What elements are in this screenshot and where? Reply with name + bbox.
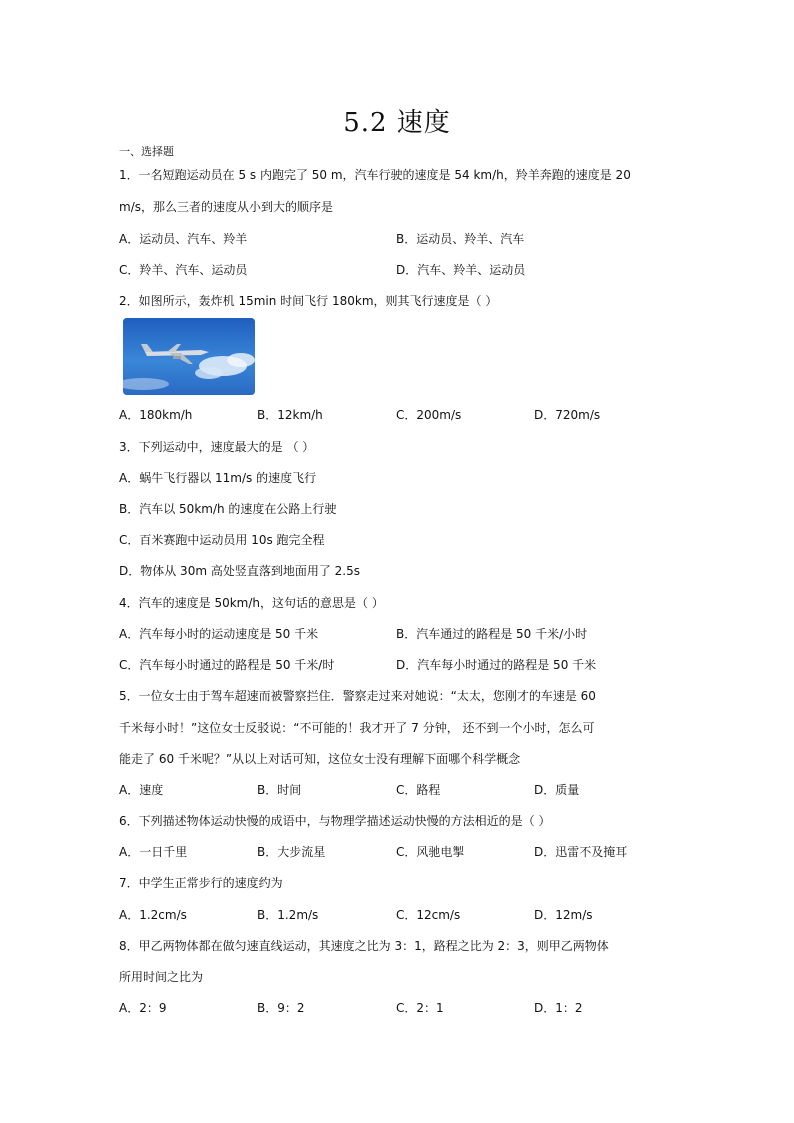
question-5-option-d: D．质量: [534, 783, 580, 797]
question-1-option-a: A．运动员、汽车、羚羊: [119, 232, 248, 246]
question-8-stem-line-2: 所用时间之比为: [119, 970, 204, 984]
question-5-stem-line-3: 能走了 60 千米呢？”从以上对话可知，这位女士没有理解下面哪个科学概念: [119, 752, 521, 766]
question-7-stem: 7．中学生正常步行的速度约为: [119, 876, 283, 890]
question-3-option-b: B．汽车以 50km/h 的速度在公路上行驶: [119, 502, 337, 516]
section-heading: 一、选择题: [119, 145, 174, 158]
question-4-option-d: D．汽车每小时通过的路程是 50 千米: [396, 658, 597, 672]
question-6-stem: 6．下列描述物体运动快慢的成语中，与物理学描述运动快慢的方法相近的是（ ）: [119, 814, 551, 828]
question-6-option-b: B．大步流星: [257, 845, 326, 859]
question-6-option-c: C．风驰电掣: [396, 845, 465, 859]
question-3-stem: 3．下列运动中，速度最大的是 （ ）: [119, 440, 315, 454]
question-1-stem-line-1: 1．一名短跑运动员在 5 s 内跑完了 50 m，汽车行驶的速度是 54 km/h，羚羊奔跑的速度是 20: [119, 168, 631, 182]
question-1-option-d: D．汽车、羚羊、运动员: [396, 263, 526, 277]
question-7-option-a: A．1.2cm/s: [119, 908, 187, 922]
question-5-option-a: A．速度: [119, 783, 164, 797]
question-4-option-c: C．汽车每小时通过的路程是 50 千米/时: [119, 658, 335, 672]
page-title: 5.2 速度: [343, 108, 451, 138]
question-2-option-a: A．180km/h: [119, 408, 193, 422]
question-1-stem-line-2: m/s，那么三者的速度从小到大的顺序是: [119, 200, 333, 214]
question-8-option-c: C．2：1: [396, 1001, 444, 1015]
question-2-option-d: D．720m/s: [534, 408, 601, 422]
question-7-option-d: D．12m/s: [534, 908, 593, 922]
question-6-option-d: D．迅雷不及掩耳: [534, 845, 628, 859]
question-8-option-b: B．9：2: [257, 1001, 305, 1015]
question-4-stem: 4．汽车的速度是 50km/h，这句话的意思是（ ）: [119, 596, 384, 610]
question-5-option-c: C．路程: [396, 783, 441, 797]
question-8-option-a: A．2：9: [119, 1001, 167, 1015]
question-3-option-d: D．物体从 30m 高处竖直落到地面用了 2.5s: [119, 564, 360, 578]
question-4-option-a: A．汽车每小时的运动速度是 50 千米: [119, 627, 319, 641]
question-3-option-a: A．蜗牛飞行器以 11m/s 的速度飞行: [119, 471, 317, 485]
question-7-option-c: C．12cm/s: [396, 908, 461, 922]
question-2-stem: 2．如图所示，轰炸机 15min 时间飞行 180km，则其飞行速度是（ ）: [119, 294, 498, 308]
question-2-option-b: B．12km/h: [257, 408, 323, 422]
question-7-option-b: B．1.2m/s: [257, 908, 319, 922]
question-8-stem-line-1: 8．甲乙两物体都在做匀速直线运动，其速度之比为 3：1，路程之比为 2：3，则甲乙两物体: [119, 939, 609, 953]
question-5-stem-line-1: 5．一位女士由于驾车超速而被警察拦住．警察走过来对她说：“太太，您刚才的车速是 60: [119, 689, 596, 703]
question-6-option-a: A．一日千里: [119, 845, 188, 859]
question-3-option-c: C．百米赛跑中运动员用 10s 跑完全程: [119, 533, 325, 547]
question-1-option-b: B．运动员、羚羊、汽车: [396, 232, 525, 246]
question-1-option-c: C．羚羊、汽车、运动员: [119, 263, 248, 277]
question-5-option-b: B．时间: [257, 783, 302, 797]
question-2-option-c: C．200m/s: [396, 408, 462, 422]
question-8-option-d: D．1：2: [534, 1001, 583, 1015]
airplane-photo: [123, 318, 255, 395]
question-4-option-b: B．汽车通过的路程是 50 千米/小时: [396, 627, 588, 641]
question-5-stem-line-2: 千米每小时！”这位女士反驳说：“不可能的！我才开了 7 分钟， 还不到一个小时，怎么可: [119, 721, 595, 735]
